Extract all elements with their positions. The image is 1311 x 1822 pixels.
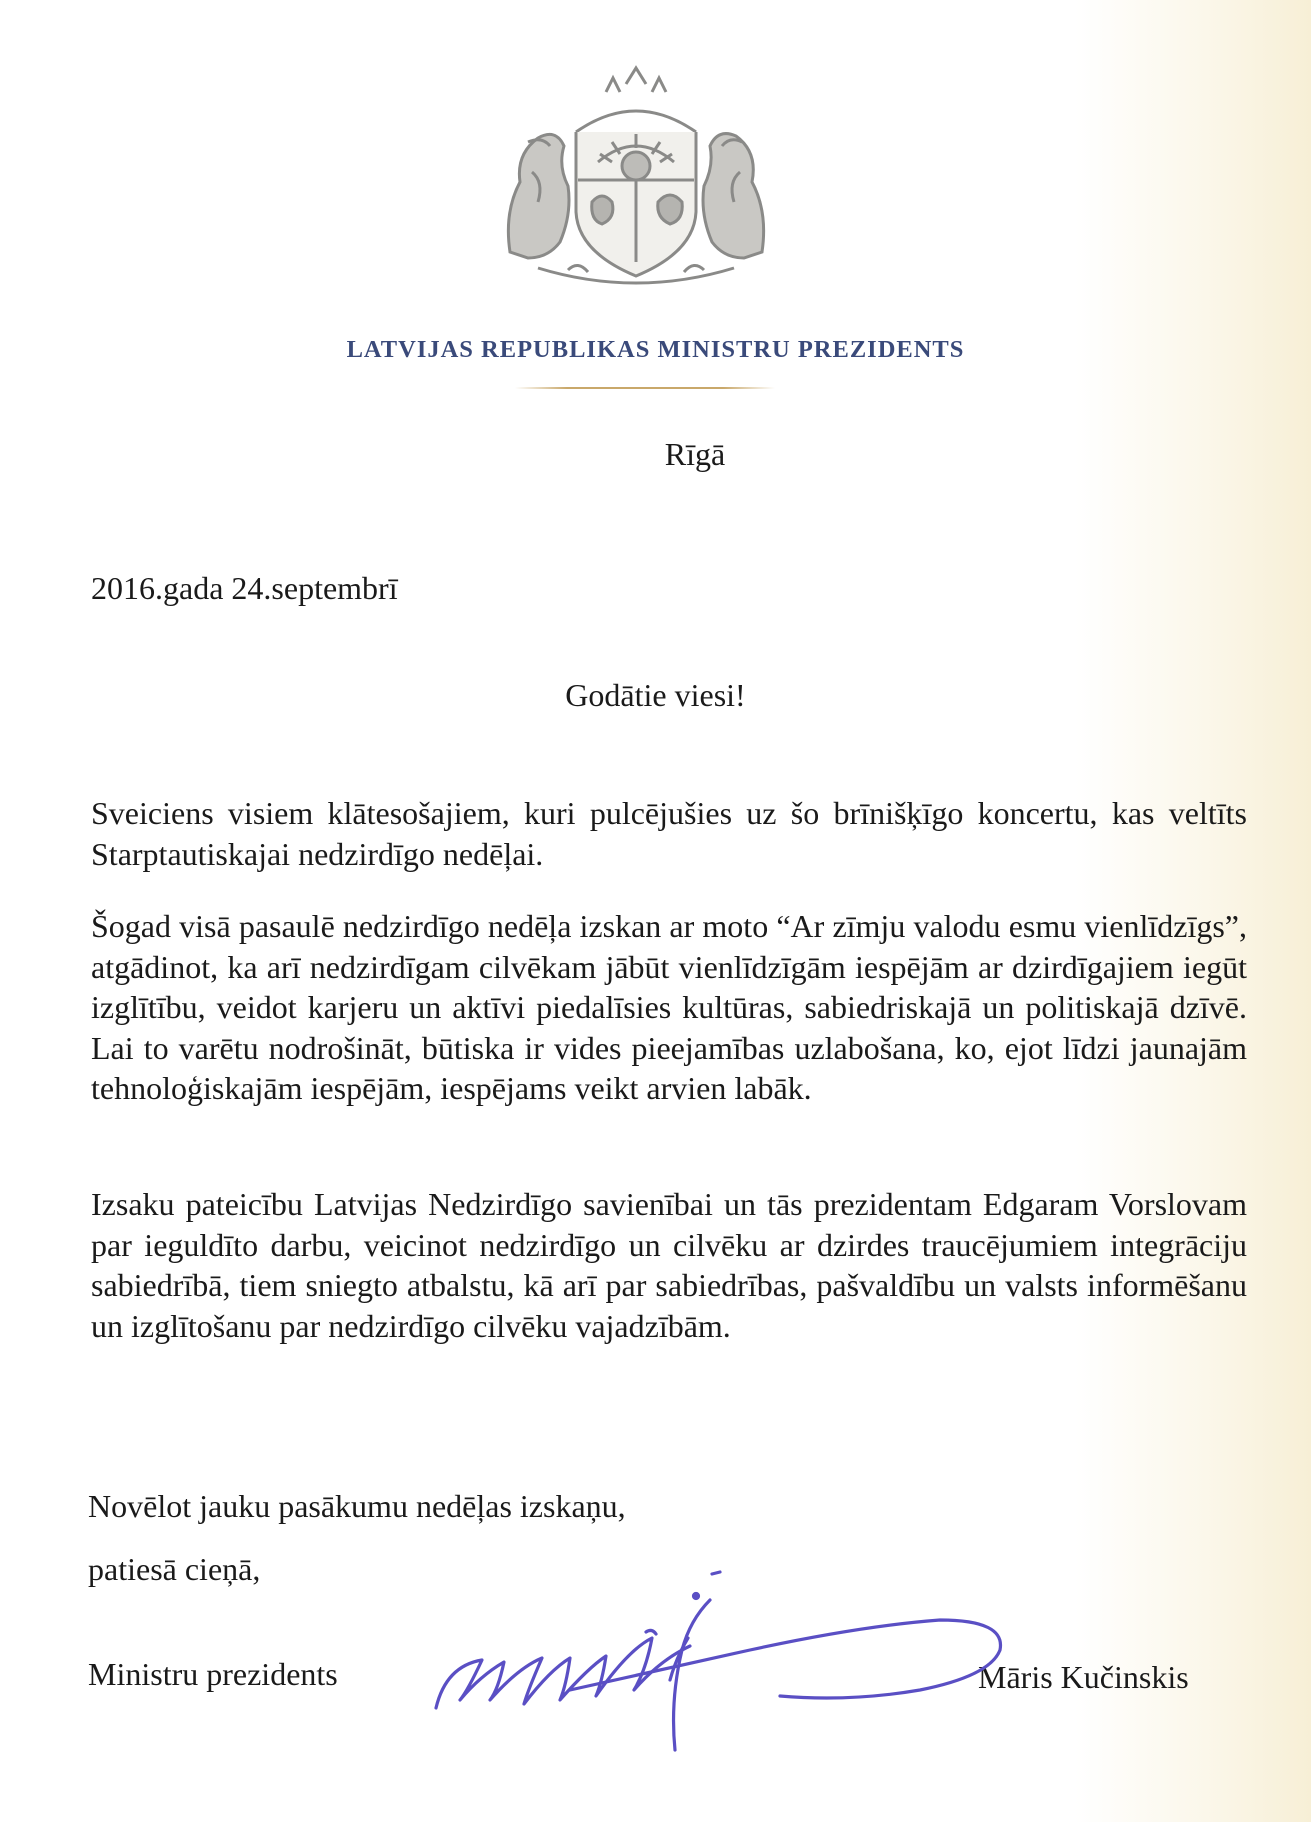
closing-line: Novēlot jauku pasākumu nedēļas izskaņu, bbox=[88, 1488, 626, 1524]
place-line: Rīgā bbox=[664, 436, 726, 472]
paragraph-greeting: Sveiciens visiem klātesošajiem, kuri pulcējušies uz šo brīnišķīgo koncertu, kas veltīts Starptautiskajai nedzirdīgo nedēļai. bbox=[91, 795, 1247, 872]
header-divider bbox=[515, 387, 775, 389]
date-line: 2016.gada 24.septembrī bbox=[91, 570, 398, 606]
regards-line: patiesā cieņā, bbox=[88, 1551, 261, 1587]
paragraph-thanks: Izsaku pateicību Latvijas Nedzirdīgo savienībai un tās prezidentam Edgaram Vorslovam par ieguldīto darbu, veicinot nedzirdīgo un cilvēku ar dzirdes traucējumiem integrāciju sabiedrībā, tiem sniegto atbalstu, kā arī par sabiedrības, pašvaldību un valsts informēšanu un izglītošanu par nedzirdīgo cilvēku vajadzībām. bbox=[91, 1186, 1247, 1344]
institution-header: LATVIJAS REPUBLIKAS MINISTRU PREZIDENTS bbox=[346, 336, 965, 363]
handwritten-signature-icon bbox=[420, 1540, 1040, 1755]
paragraph-motto: Šogad visā pasaulē nedzirdīgo nedēļa izskan ar moto “Ar zīmju valodu esmu vienlīdzīgs”, atgādinot, ka arī nedzirdīgam cilvēkam jābūt vienlīdzīgām iespējām ar dzirdīgajiem iegūt izglītību, veidot karjeru un aktīvi piedalīsies kultūras, sabiedriskajā un politiskajā dzīvē. Lai to varētu nodrošināt, būtiska ir vides pieejamības uzlabošana, ko, ejot līdzi jaunajām tehnoloģiskajām iespējām, iespējams veikt arvien labāk. bbox=[91, 908, 1247, 1106]
signer-title: Ministru prezidents bbox=[88, 1656, 338, 1692]
salutation: Godātie viesi! bbox=[565, 677, 746, 713]
signer-name: Māris Kučinskis bbox=[978, 1659, 1189, 1695]
coat-of-arms-icon bbox=[498, 62, 774, 290]
